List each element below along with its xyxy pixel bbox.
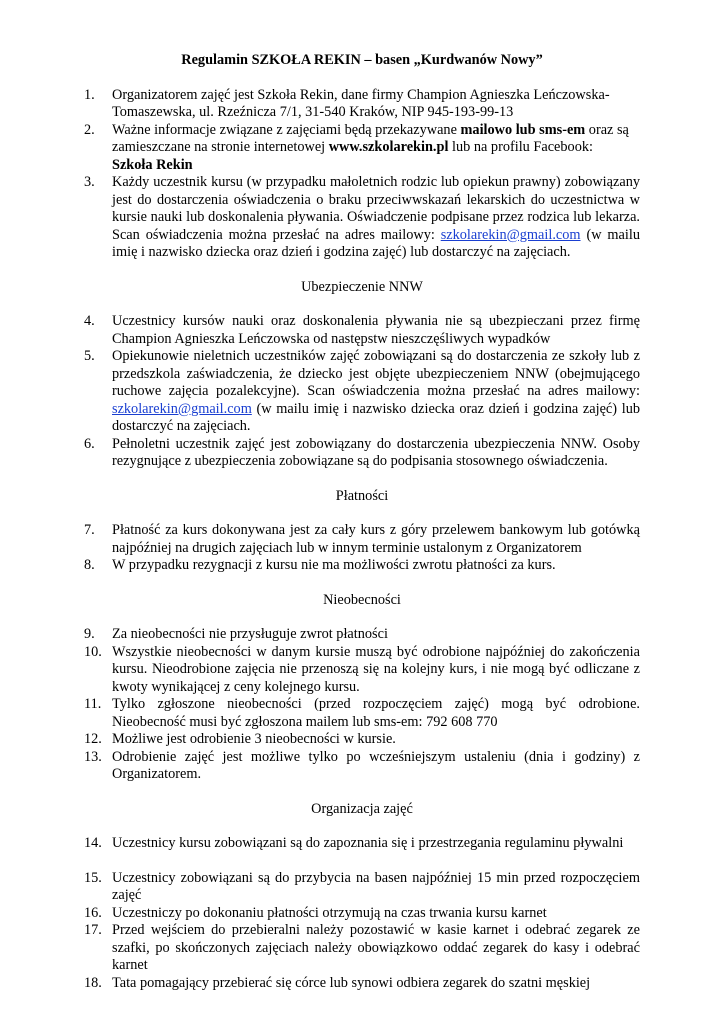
item-text: (w mailu imię i nazwisko dziecka oraz dzień i godzina zajęć) lub dostarczyć na zajęciach. [112, 226, 640, 260]
contact-method: mailowo lub sms-em [460, 121, 586, 138]
item-number: 16. [84, 904, 102, 921]
item-text: Odrobienie zajęć jest możliwe tylko po wcześniejszym ustaleniu (dnia i godziny) z Organizatorem. [112, 748, 640, 782]
list-item-13 [84, 749, 640, 784]
item-text: oraz są zamieszczane na stronie internetowej [112, 121, 629, 155]
list-item-6 [84, 436, 640, 471]
item-number: 3. [84, 174, 95, 190]
section-heading-nnw: Ubezpieczenie NNW [301, 278, 423, 295]
list-item-10 [84, 644, 640, 697]
list-item-8 [84, 557, 640, 575]
list-item-11 [84, 696, 640, 731]
item-number: 11. [84, 696, 102, 712]
item-number: 17. [84, 922, 102, 938]
item-text: Uczestnicy zobowiązani są do przybycia na basen najpóźniej 15 min przed rozpoczęciem zajęć [112, 869, 640, 903]
item-text: W przypadku rezygnacji z kursu nie ma możliwości zwrotu płatności za kurs. [112, 557, 556, 573]
item-text: Możliwe jest odrobienie 3 nieobecności w kursie. [112, 731, 396, 747]
facebook-profile: Szkoła Rekin [112, 156, 193, 173]
item-text: Każdy uczestnik kursu (w przypadku małoletnich rodzic lub opiekun prawny) zobowiązany jest do dostarczenia oświadczenia o braku przeciwwskazań lekarskich do uczestnictwa w kursie nauki lub doskonalenia pływania. Oświadczenie podpisane przez rodzica lub lekarza. Scan oświadczenia można przesłać na adres mailowy: [112, 174, 640, 243]
list-nnw [84, 313, 640, 471]
item-number: 15. [84, 869, 102, 886]
item-number: 4. [84, 313, 95, 329]
item-text: Wszystkie nieobecności w danym kursie muszą być odrobione najpóźniej do zakończenia kursu. Nieodrobione zajęcia nie przenoszą się na kolejny kurs, i nie mogą być odliczane z kwoty wynikającej z ceny kolejnego kursu. [112, 643, 640, 695]
item-number: 12. [84, 731, 102, 747]
item-number: 7. [84, 522, 95, 538]
list-item-3 [84, 174, 640, 262]
list-item-17 [84, 922, 640, 975]
email-link[interactable]: szkolarekin@gmail.com [112, 400, 252, 417]
item-text: Organizatorem zajęć jest Szkoła Rekin, dane firmy Champion Agnieszka Leńczowska-Tomaszewska, ul. Rzeźnicza 7/1, 31-540 Kraków, NIP 945-193-99-13 [112, 86, 610, 120]
item-number: 6. [84, 435, 95, 452]
item-text: Pełnoletni uczestnik zajęć jest zobowiązany do dostarczenia ubezpieczenia NNW. Osoby rezygnujące z ubezpieczenia zobowiązane są do podpisania stosownego oświadczenia. [112, 435, 640, 469]
list-item-12 [84, 731, 640, 749]
list-item-9 [84, 626, 640, 644]
item-text: Tylko zgłoszone nieobecności (przed rozpoczęciem zajęć) mogą być odrobione. Nieobecność musi być zgłoszona mailem lub sms-em: 792 608 770 [112, 696, 640, 730]
section-heading-organization: Organizacja zajęć [311, 800, 413, 817]
item-number: 8. [84, 557, 95, 573]
list-item-2 [84, 122, 640, 175]
item-text: lub na profilu Facebook: [448, 139, 593, 155]
list-item-16 [84, 905, 640, 923]
item-text: Tata pomagający przebierać się córce lub synowi odbiera zegarek do szatni męskiej [112, 974, 591, 991]
list-item-18 [84, 975, 640, 993]
list-absences [84, 626, 640, 784]
item-text: Przed wejściem do przebieralni należy pozostawić w kasie karnet i odebrać zegarek ze szafki, po skończonych zajęciach należy obowiązkowo oddać zegarek do kasy i odebrać karnet [112, 922, 640, 973]
list-item-15 [84, 870, 640, 905]
item-text: Uczestniczy po dokonaniu płatności otrzymują na czas trwania kursu karnet [112, 904, 547, 921]
list-organization [84, 835, 640, 992]
list-item-7 [84, 522, 640, 557]
section-heading-payments: Płatności [335, 487, 389, 504]
item-text: Za nieobecności nie przysługuje zwrot płatności [112, 626, 388, 642]
item-number: 18. [84, 974, 102, 991]
list-item-14 [84, 835, 640, 853]
item-text: Opiekunowie nieletnich uczestników zajęć zobowiązani są do dostarczenia ze szkoły lub z przedszkola zaświadczenia, że dziecko jest objęte ubezpieczeniem NNW (obejmującego ruchowe zajęcia pozalekcyjne). Scan oświadczenia można przesłać na adres mailowy: [112, 348, 640, 399]
list-general [84, 87, 640, 262]
item-number: 2. [84, 121, 95, 138]
item-number: 9. [84, 626, 95, 642]
item-text: Uczestnicy kursów nauki oraz doskonalenia pływania nie są ubezpieczani przez firmę Champion Agnieszka Leńczowska od następstw nieszczęśliwych wypadków [112, 313, 640, 347]
list-item-4 [84, 313, 640, 348]
item-text: Uczestnicy kursu zobowiązani są do zapoznania się i przestrzegania regulaminu pływalni [112, 835, 624, 851]
website: www.szkolarekin.pl [328, 139, 449, 155]
document-title: Regulamin SZKOŁA REKIN – basen „Kurdwanów Nowy” [181, 52, 543, 68]
item-number: 5. [84, 348, 95, 364]
section-heading-absences: Nieobecności [323, 591, 401, 608]
item-number: 10. [84, 643, 102, 660]
list-item-1 [84, 87, 640, 122]
item-number: 1. [84, 86, 95, 103]
item-text: Płatność za kurs dokonywana jest za cały kurs z góry przelewem bankowym lub gotówką najpóźniej na drugich zajęciach lub w innym terminie ustalonym z Organizatorem [112, 522, 640, 556]
item-text: (w mailu imię i nazwisko dziecka oraz dzień i godzina zajęć) lub dostarczyć na zajęciach. [112, 400, 640, 434]
email-link[interactable]: szkolarekin@gmail.com [440, 226, 581, 243]
list-payments [84, 522, 640, 575]
item-number: 13. [84, 748, 102, 765]
list-item-5 [84, 348, 640, 436]
item-number: 14. [84, 835, 102, 851]
item-text: Ważne informacje związane z zajęciami będą przekazywane [112, 121, 461, 138]
